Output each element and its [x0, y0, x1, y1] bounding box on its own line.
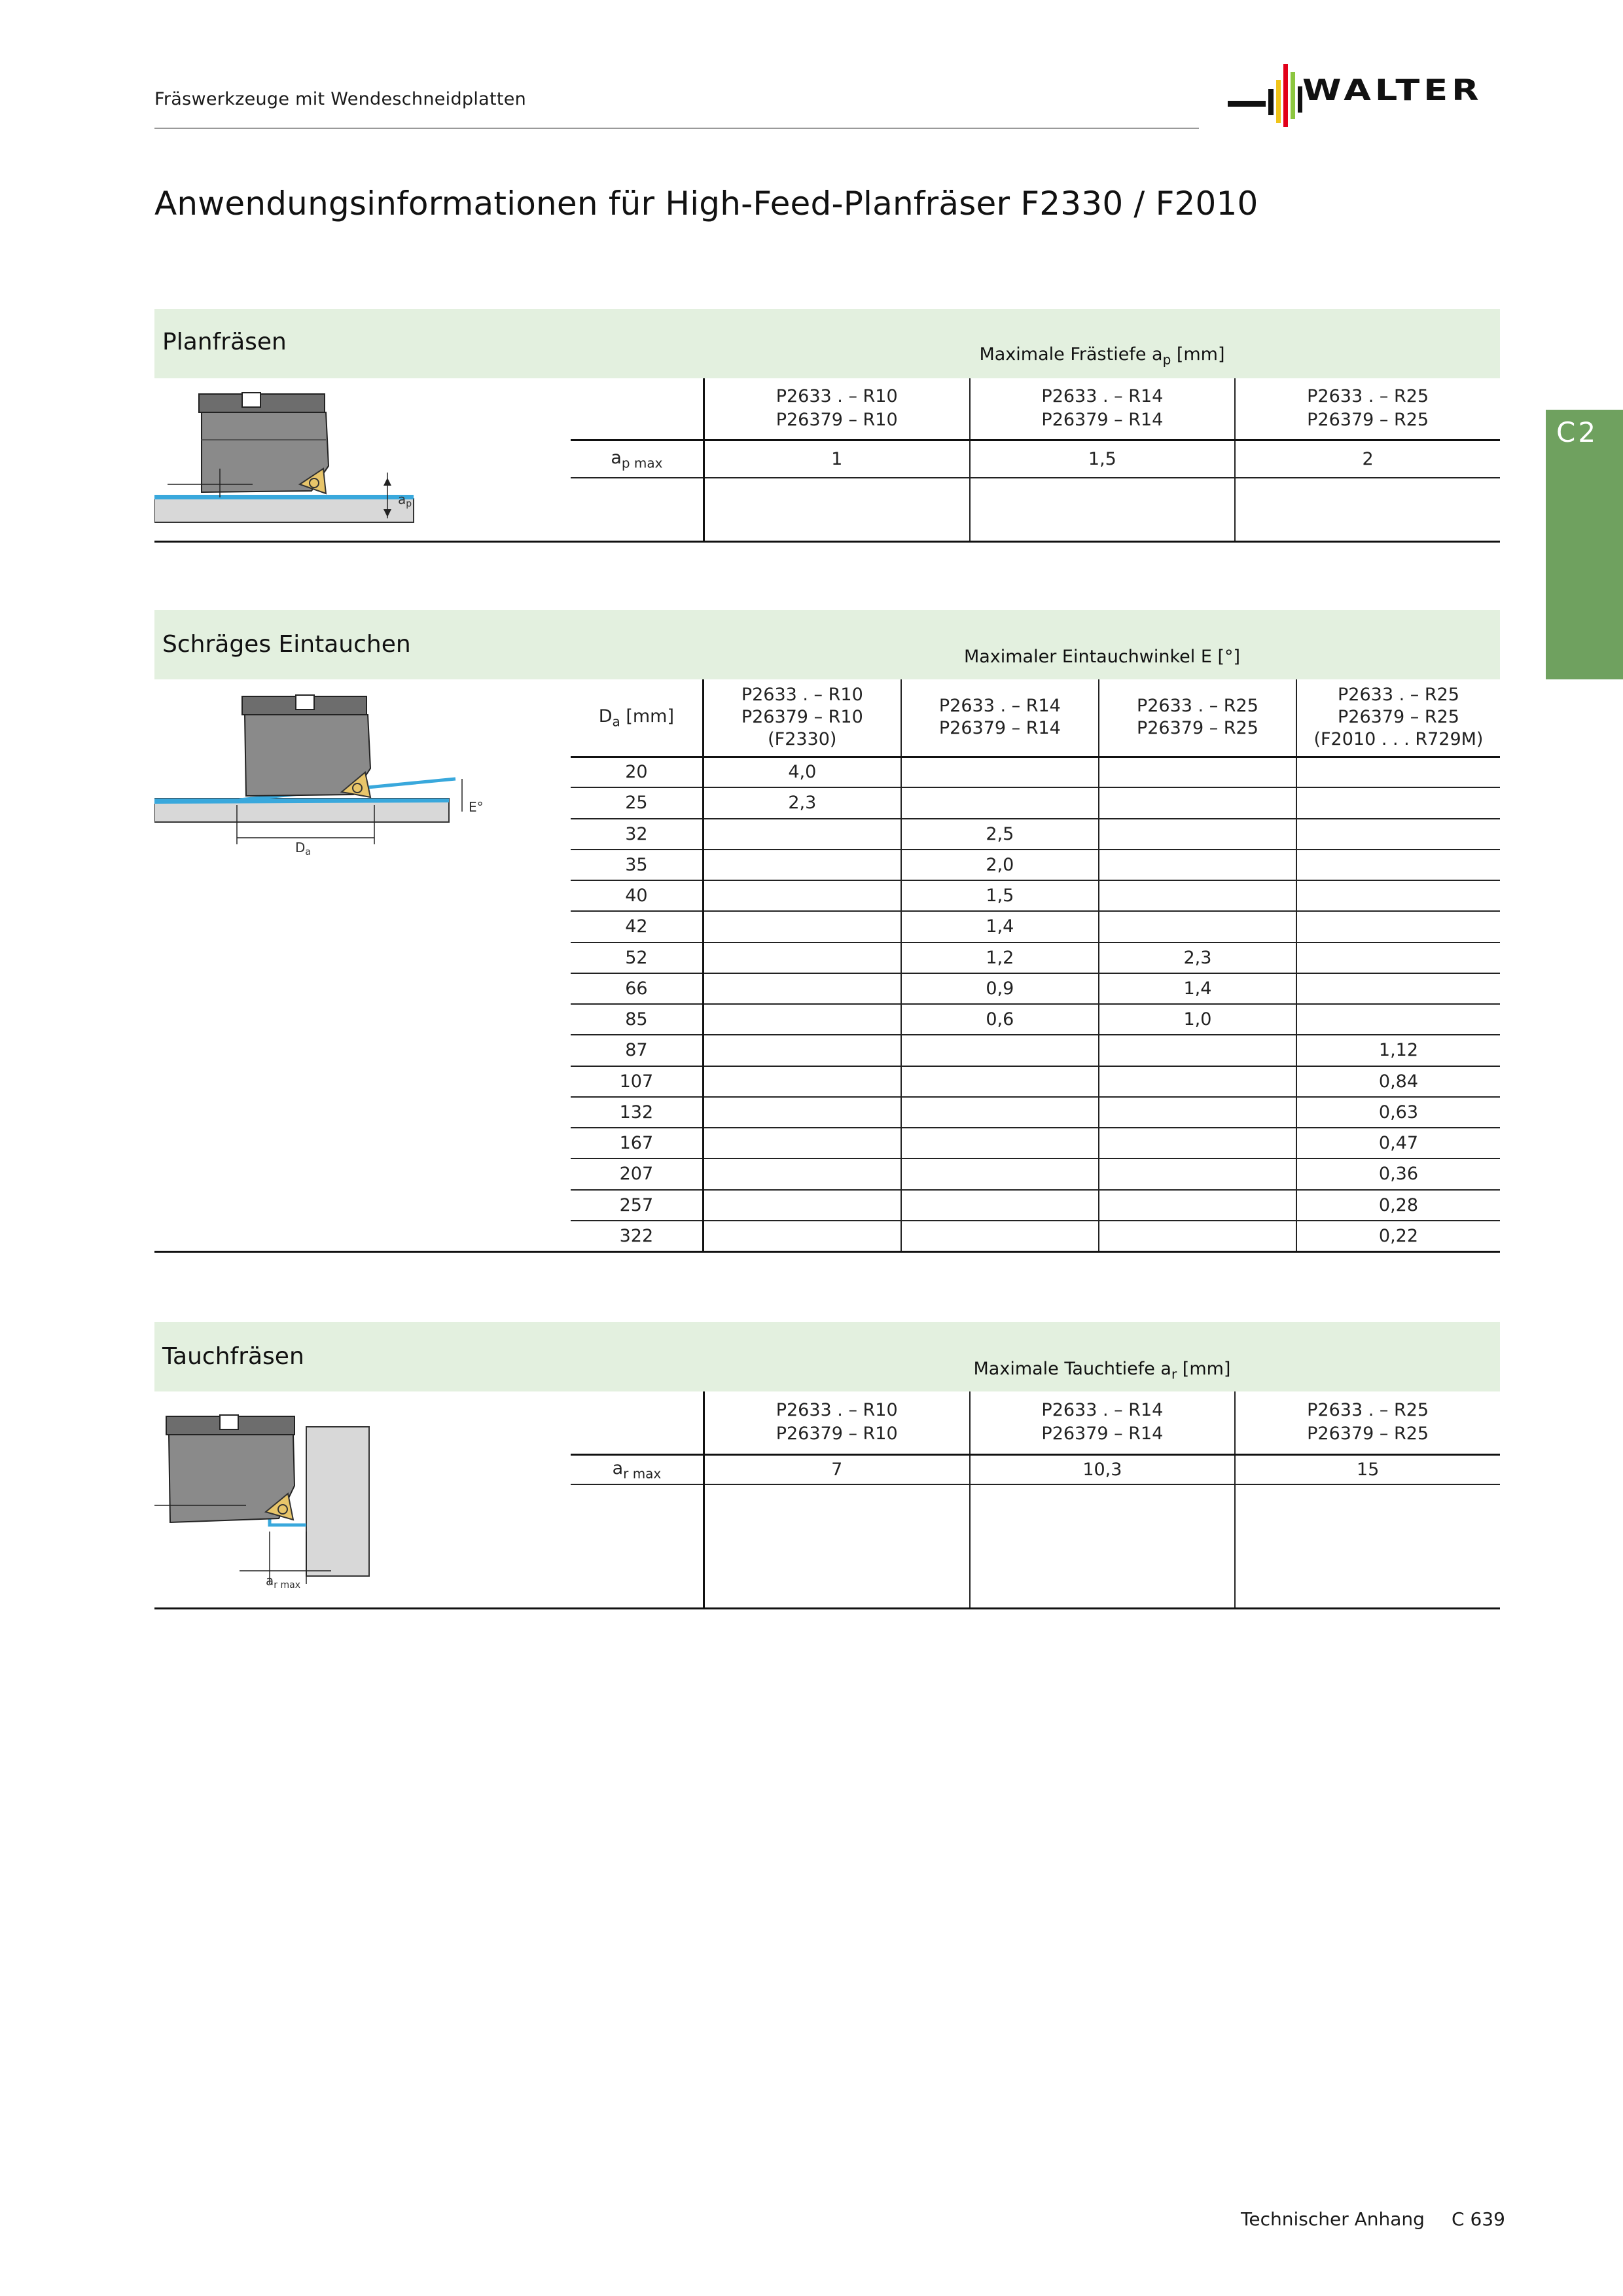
table-cell: 1,2: [901, 942, 1099, 973]
subtitle-unit: [mm]: [1177, 1359, 1231, 1379]
table-cell: 1,12: [1296, 1035, 1500, 1066]
row-label: 107: [571, 1066, 703, 1097]
table-cell: 7: [704, 1454, 969, 1484]
subtitle-sub: r: [1171, 1366, 1177, 1382]
table-cell: 2,3: [1099, 942, 1296, 973]
table-cell: 1: [704, 440, 969, 478]
table-cell: 1,4: [1099, 973, 1296, 1004]
table-cell: 0,22: [1296, 1221, 1500, 1251]
table-row: [571, 1035, 1500, 1066]
table-cell: [1296, 850, 1500, 880]
column-header-line: P26379 – R14: [1041, 1424, 1164, 1444]
table-cell: 0,84: [1296, 1066, 1500, 1097]
column-header-line: P2633 . – R25: [1307, 386, 1429, 407]
section-subtitle-schraeges: Maximaler Eintauchwinkel E [°]: [963, 647, 1241, 667]
table-cell: 10,3: [970, 1454, 1236, 1484]
table-cell: [901, 1066, 1099, 1097]
column-header: [1296, 679, 1500, 757]
table-row: [571, 1097, 1500, 1128]
row-label: 87: [571, 1035, 703, 1066]
column-header-line: P26379 – R25: [1307, 410, 1429, 431]
row-label: 257: [571, 1190, 703, 1221]
column-header-line: (F2330): [768, 729, 837, 750]
logo-wordmark: WALTER: [1302, 73, 1483, 107]
column-header-line: P26379 – R25: [1307, 1424, 1429, 1444]
table-cell: [1099, 911, 1296, 942]
section-subtitle-tauchfraesen: [704, 1359, 1500, 1382]
column-header: [704, 1391, 969, 1454]
chapter-tab[interactable]: [1546, 410, 1623, 679]
table-row: [571, 1128, 1500, 1158]
table-cell: 0,47: [1296, 1128, 1500, 1158]
table-cell: [901, 1035, 1099, 1066]
table-cell: 2: [1235, 440, 1500, 478]
table-cell: [703, 1097, 901, 1128]
table-cell: [703, 880, 901, 911]
table-cell: 0,63: [1296, 1097, 1500, 1128]
ap-label: $a_p$: [398, 492, 412, 509]
column-header-line: P2633 . – R14: [1041, 386, 1164, 407]
footer-page-number: C 639: [1452, 2208, 1505, 2230]
table-cell: [703, 819, 901, 850]
row-label-sub: p max: [621, 454, 663, 471]
table-cell: [703, 850, 901, 880]
table-cell: 2,0: [901, 850, 1099, 880]
table-cell: [1296, 757, 1500, 787]
table-header-row: [571, 679, 1500, 757]
column-header: [704, 378, 969, 440]
table-cell: [703, 1035, 901, 1066]
table-row: [571, 1454, 1500, 1484]
row-label-main: a: [611, 447, 622, 468]
row-label: 20: [571, 757, 703, 787]
table-cell: [901, 1190, 1099, 1221]
column-header-line: P2633 . – R10: [741, 685, 863, 706]
table-cell: 0,36: [1296, 1158, 1500, 1189]
row-label: [571, 440, 704, 478]
page-title: Anwendungsinformationen für High-Feed-Planfräser F2330 / F2010: [154, 185, 1258, 223]
row-label: 40: [571, 880, 703, 911]
column-header-line: P2633 . – R25: [1307, 1400, 1429, 1421]
table-row: [571, 942, 1500, 973]
table-row: [571, 850, 1500, 880]
column-header-line: P2633 . – R14: [938, 696, 1061, 717]
table-cell: [703, 1221, 901, 1251]
table-row: [571, 1158, 1500, 1189]
column-header-line: P26379 – R10: [776, 1424, 898, 1444]
table-cell: [1099, 1066, 1296, 1097]
table-cell: [1296, 819, 1500, 850]
column-header-line: P26379 – R10: [776, 410, 898, 431]
row-label: 167: [571, 1128, 703, 1158]
table-cell: 1,4: [901, 911, 1099, 942]
column-header-line: P2633 . – R25: [1136, 696, 1258, 717]
header-title: Fräswerkzeuge mit Wendeschneidplatten: [154, 89, 527, 109]
table-cell: [703, 942, 901, 973]
table-bottom-rule: [154, 1607, 1500, 1609]
table-cell: [901, 757, 1099, 787]
table-cell: [703, 911, 901, 942]
table-cell: [1099, 1128, 1296, 1158]
table-cell: 1,5: [970, 440, 1236, 478]
column-header-line: P26379 – R14: [1041, 410, 1164, 431]
tauchfraesen-table: [571, 1391, 1500, 1607]
row-label-sub: r max: [623, 1465, 662, 1481]
table-row: [571, 819, 1500, 850]
column-header: [970, 378, 1236, 440]
column-header-line: P2633 . – R10: [776, 386, 898, 407]
table-cell: [1296, 1004, 1500, 1035]
table-cell: [1296, 973, 1500, 1004]
table-cell: [1296, 911, 1500, 942]
row-header: [571, 679, 703, 757]
table-cell: [703, 973, 901, 1004]
table-row: [571, 478, 1500, 541]
table-cell: [703, 1158, 901, 1189]
table-row: [571, 757, 1500, 787]
column-header: [901, 679, 1099, 757]
row-label: 66: [571, 973, 703, 1004]
table-cell: [1099, 1097, 1296, 1128]
eintauchen-table: [571, 679, 1500, 1253]
footer-section-label: Technischer Anhang: [1241, 2208, 1425, 2230]
column-header-line: P26379 – R25: [1338, 707, 1459, 728]
column-header: [703, 679, 901, 757]
column-header-line: P26379 – R14: [938, 718, 1061, 739]
table-cell: [703, 1190, 901, 1221]
eintauchen-table-body: [571, 757, 1500, 1251]
table-cell: 1,5: [901, 880, 1099, 911]
subtitle-sub: p: [1162, 351, 1171, 368]
header-divider: [154, 128, 1199, 129]
table-cell: [901, 1158, 1099, 1189]
table-row: [571, 911, 1500, 942]
row-label: 85: [571, 1004, 703, 1035]
table-header-row: [571, 1391, 1500, 1454]
row-header-unit: [mm]: [620, 706, 675, 726]
subtitle-text: Maximale Tauchtiefe a: [973, 1359, 1171, 1379]
row-label: 25: [571, 787, 703, 818]
column-header: [1235, 378, 1500, 440]
table-cell: [1099, 787, 1296, 818]
row-label: 207: [571, 1158, 703, 1189]
table-cell: [901, 1221, 1099, 1251]
table-cell: 0,28: [1296, 1190, 1500, 1221]
subtitle-unit: [mm]: [1171, 344, 1225, 365]
column-header-line: (F2010 . . . R729M): [1313, 729, 1484, 750]
table-cell: [1099, 757, 1296, 787]
column-header-line: P26379 – R25: [1136, 718, 1258, 739]
table-cell: [901, 1128, 1099, 1158]
section-title-planfraesen: Planfräsen: [162, 329, 287, 355]
table-cell: [703, 1004, 901, 1035]
row-header-main: D: [598, 706, 613, 726]
table-cell: [1099, 819, 1296, 850]
table-cell: [1099, 1035, 1296, 1066]
table-bottom-rule: [154, 541, 1500, 543]
table-row: [571, 1004, 1500, 1035]
column-header: [1235, 1391, 1500, 1454]
chapter-tab-label: C2: [1556, 416, 1599, 448]
row-label-main: a: [612, 1458, 624, 1479]
column-header-line: P2633 . – R25: [1338, 685, 1459, 706]
section-title-schraeges: Schräges Eintauchen: [162, 631, 411, 658]
table-cell: [901, 1097, 1099, 1128]
table-row: [571, 440, 1500, 478]
ar-label: $a_{r max}$: [266, 1573, 300, 1590]
row-header-sub: a: [612, 713, 620, 729]
table-row: [571, 1221, 1500, 1251]
section-bar-planfraesen: [154, 309, 1500, 378]
eintauchen-illustration: [154, 687, 495, 864]
row-label: 52: [571, 942, 703, 973]
table-cell: [1099, 1158, 1296, 1189]
table-cell: 2,3: [703, 787, 901, 818]
section-title-tauchfraesen: Tauchfräsen: [162, 1343, 304, 1370]
table-cell: 0,6: [901, 1004, 1099, 1035]
table-cell: [1296, 787, 1500, 818]
table-bottom-rule: [154, 1251, 1500, 1253]
subtitle-text: Maximale Frästiefe a: [979, 344, 1163, 365]
column-header: [1099, 679, 1296, 757]
table-cell: [1099, 850, 1296, 880]
table-cell: 0,9: [901, 973, 1099, 1004]
table-cell: [1296, 880, 1500, 911]
table-cell: [703, 1066, 901, 1097]
row-label: 32: [571, 819, 703, 850]
table-cell: [1099, 880, 1296, 911]
table-row: [571, 1484, 1500, 1607]
section-subtitle-planfraesen: [704, 344, 1500, 367]
table-row: [571, 787, 1500, 818]
planfraesen-table: [571, 378, 1500, 541]
tauchfraesen-illustration: [154, 1407, 429, 1597]
column-header-line: P2633 . – R14: [1041, 1400, 1164, 1421]
row-label: 35: [571, 850, 703, 880]
table-cell: 2,5: [901, 819, 1099, 850]
row-label: 42: [571, 911, 703, 942]
table-cell: 15: [1235, 1454, 1500, 1484]
da-label: $D_a$: [295, 840, 311, 857]
table-cell: 4,0: [703, 757, 901, 787]
table-row: [571, 1190, 1500, 1221]
table-cell: 1,0: [1099, 1004, 1296, 1035]
table-cell: [1099, 1190, 1296, 1221]
column-header: [970, 1391, 1236, 1454]
row-label: 132: [571, 1097, 703, 1128]
row-label: 322: [571, 1221, 703, 1251]
table-cell: [1296, 942, 1500, 973]
planfraesen-illustration: [154, 387, 495, 538]
column-header-line: P26379 – R10: [741, 707, 863, 728]
column-header-line: P2633 . – R10: [776, 1400, 898, 1421]
table-cell: [1099, 1221, 1296, 1251]
table-row: [571, 880, 1500, 911]
e-angle-label: E°: [469, 799, 484, 815]
table-cell: [703, 1128, 901, 1158]
table-cell: [901, 787, 1099, 818]
table-row: [571, 1066, 1500, 1097]
row-label: [571, 1454, 704, 1484]
table-row: [571, 973, 1500, 1004]
table-header-row: [571, 378, 1500, 440]
